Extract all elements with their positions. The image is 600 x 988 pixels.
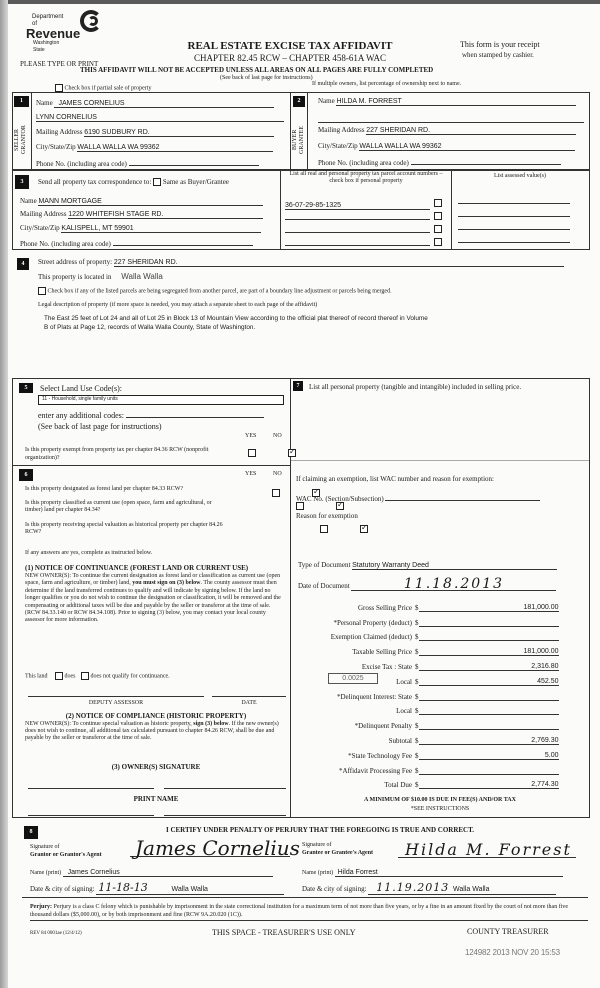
- forest-land-yes-checkbox[interactable]: [272, 489, 280, 497]
- yes-header: YES: [245, 471, 257, 477]
- street-address-row: [38, 258, 590, 267]
- divider: [290, 378, 291, 818]
- no-header: NO: [273, 471, 282, 477]
- divider: [290, 460, 590, 461]
- dollar-sign: $: [415, 736, 419, 745]
- grantee-print-name-row: [302, 869, 563, 877]
- segregated-row: [38, 287, 588, 295]
- assessed-value-field[interactable]: [458, 235, 570, 243]
- assessed-header: List assessed value(s): [494, 173, 546, 179]
- send-correspondence-row: [38, 178, 229, 186]
- divider: [12, 465, 290, 466]
- same-as-buyer-checkbox[interactable]: [153, 178, 161, 186]
- name-label: Name: [318, 97, 335, 105]
- if-yes-instructions: If any answers are yes, complete as instructed below.: [25, 550, 153, 556]
- grantor-date-value: 11-18-13: [98, 881, 148, 894]
- notice-continuance-bold: you must sign on (3) below: [132, 580, 201, 587]
- grantor-signature[interactable]: James Cornelius: [135, 836, 300, 860]
- personal-property-label: List all personal property (tangible and intangible) included in selling price.: [309, 383, 522, 391]
- divider: [280, 170, 281, 250]
- section-7-number: 7: [293, 381, 303, 391]
- correspondence-phone-row: [20, 238, 275, 248]
- form-title: REAL ESTATE EXCISE TAX AFFIDAVIT: [187, 40, 393, 52]
- city-label: City/State/Zip: [20, 224, 60, 232]
- seller-phone-row: [36, 158, 284, 168]
- historical-yes-checkbox[interactable]: [320, 525, 328, 533]
- correspondence-name-field[interactable]: MANN MORTGAGE: [38, 198, 263, 206]
- legal-description-line-1[interactable]: The East 25 feet of Lot 24 and all of Lot 25 in Block 13 of Mountain View according to the official plat thereof of record thereof in Volume: [44, 315, 428, 322]
- notice-continuance-text-a: NEW OWNER(S): To continue the current designation as forest land or classification as current use (open space, farm and agriculture, or timber) land,: [25, 573, 281, 587]
- grantor-city-value: Walla Walla: [171, 886, 208, 893]
- grantor-print-name-row: [30, 869, 273, 877]
- dollar-sign: $: [415, 722, 419, 731]
- logo-revenue: Revenue: [26, 26, 81, 41]
- located-in-label: This property is located in: [38, 273, 112, 281]
- notice-compliance-text-b: . If the new owner(s) does not wish to continue, all additional tax calculated pursuant to chapter 84.26 RCW, shall be due and payable by the seller or transferor at the time of sale.: [25, 721, 279, 742]
- section-2-number: 2: [293, 96, 305, 107]
- calc-value-field[interactable]: 5.00: [419, 752, 559, 760]
- divider: [451, 170, 452, 250]
- section-5-number: 5: [19, 383, 33, 393]
- this-land-label: This land: [25, 673, 48, 680]
- calc-value-field[interactable]: [419, 722, 559, 730]
- land-use-see-back: (See back of last page for instructions): [38, 422, 162, 431]
- additional-codes-row: [38, 410, 264, 420]
- yes-header: YES: [245, 433, 257, 439]
- dollar-sign: $: [415, 751, 419, 760]
- calc-table: [300, 597, 580, 789]
- please-type-label: PLEASE TYPE OR PRINT: [20, 60, 99, 68]
- see-instructions-note: *SEE INSTRUCTIONS: [410, 806, 470, 812]
- completion-warning: THIS AFFIDAVIT WILL NOT BE ACCEPTED UNLESS ALL AREAS ON ALL PAGES ARE FULLY COMPLETED: [80, 66, 434, 74]
- logo-dept: Department of: [32, 14, 64, 27]
- additional-codes-field[interactable]: [126, 410, 264, 418]
- dollar-sign: $: [415, 618, 419, 627]
- calc-value-field[interactable]: [419, 633, 559, 641]
- legal-description-line-2[interactable]: B of Plats at Page 12, records of Walla Walla County, State of Washington.: [44, 324, 256, 331]
- dollar-sign: $: [415, 781, 419, 790]
- wac-row: [296, 493, 540, 503]
- perjury-bold-label: Perjury:: [30, 904, 52, 910]
- doc-type-field[interactable]: Statutory Warranty Deed: [352, 562, 557, 570]
- grantee-print-name-field[interactable]: Hilda Forrest: [335, 869, 563, 877]
- assessed-value-field[interactable]: [458, 222, 570, 230]
- calc-value-field[interactable]: 181,000.00: [419, 604, 559, 612]
- notice-compliance-text: [25, 721, 287, 743]
- calc-row-delinquent-interest-local: [300, 701, 580, 716]
- date-label: DATE: [241, 700, 257, 706]
- treasurer-use-label: THIS SPACE - TREASURER'S USE ONLY: [212, 928, 356, 937]
- form-subtitle: CHAPTER 82.45 RCW – CHAPTER 458-61A WAC: [194, 53, 386, 63]
- correspondence-mailing-field[interactable]: 1220 WHITEFISH STAGE RD.: [68, 211, 263, 219]
- receipt-note-1: This form is your receipt: [460, 40, 540, 49]
- calc-row-subtotal: [300, 730, 580, 745]
- parcel-number-field[interactable]: [285, 238, 430, 246]
- correspondence-city-row: [20, 224, 275, 233]
- divider: [307, 92, 308, 170]
- does-label: does: [64, 673, 76, 680]
- buyer-name-2-field[interactable]: [318, 114, 584, 123]
- dollar-sign: $: [415, 603, 419, 612]
- segregated-checkbox[interactable]: [38, 287, 46, 295]
- wac-label: WAC No. (Section/Subsection): [296, 495, 384, 503]
- section-8-number: 8: [24, 826, 38, 839]
- dollar-sign: $: [415, 677, 419, 686]
- seller-city-row: [36, 143, 284, 152]
- doc-date-label: Date of Document: [298, 582, 350, 590]
- date-city-label: Date & city of signing:: [30, 885, 95, 893]
- divider: [31, 92, 32, 170]
- seller-label: SELLER: [14, 129, 20, 151]
- name-label: Name: [36, 99, 53, 107]
- calc-value-field[interactable]: [419, 767, 559, 775]
- buyer-grantee-label: [292, 115, 307, 165]
- personal-property-checkbox[interactable]: [434, 238, 442, 246]
- partial-sale-checkbox[interactable]: [55, 84, 63, 92]
- does-not-label: does not qualify for continuance.: [90, 673, 170, 680]
- does-qualify-checkbox[interactable]: [55, 672, 63, 680]
- seller-phone-field[interactable]: [129, 158, 259, 166]
- city-label: City/State/Zip: [318, 142, 358, 150]
- land-use-select[interactable]: 11 - Household, single family units: [38, 395, 284, 405]
- perjury-notice: [30, 903, 585, 919]
- divider: [22, 897, 588, 898]
- parcel-header: List all real and personal property tax parcel account numbers – check box if personal property: [289, 171, 443, 184]
- street-address-label: Street address of property:: [38, 258, 113, 266]
- owner-signature-title: (3) OWNER(S) SIGNATURE: [111, 763, 201, 771]
- phone-label: Phone No. (including area code): [20, 240, 111, 248]
- wac-field[interactable]: [385, 493, 540, 501]
- receipt-note-2: when stamped by cashier.: [462, 51, 534, 59]
- current-use-yes-checkbox[interactable]: [296, 502, 304, 510]
- reason-label: Reason for exemption: [296, 512, 358, 520]
- calc-label: *Delinquent Penalty: [354, 722, 412, 731]
- county-treasurer-label: COUNTY TREASURER: [467, 927, 549, 936]
- scan-left-edge: [0, 0, 8, 988]
- partial-sale-checkbox-row[interactable]: [55, 84, 151, 92]
- buyer-name-row: [318, 97, 586, 106]
- grantee-date-row: [302, 881, 556, 895]
- calc-label: Excise Tax : State: [361, 662, 412, 671]
- exempt-yes-checkbox[interactable]: [248, 449, 256, 457]
- calc-label: Taxable Selling Price: [352, 648, 412, 657]
- calc-row-delinquent-interest-state: [300, 686, 580, 701]
- exempt-question: Is this property exempt from property tax per chapter 84.36 RCW (nonprofit organization)?: [25, 447, 209, 461]
- notice-continuance-title: (1) NOTICE OF CONTINUANCE (FOREST LAND OR CURRENT USE): [25, 564, 249, 572]
- calc-label: Subtotal: [388, 736, 412, 745]
- mailing-label: Mailing Address: [36, 128, 83, 136]
- notice-continuance-text: [25, 573, 287, 625]
- grantee-date-city-field[interactable]: [368, 881, 556, 895]
- seller-grantor-label: [14, 115, 30, 165]
- calc-row-taxable-selling-price: [300, 641, 580, 656]
- seller-mailing-row: [36, 128, 284, 137]
- name-print-label: Name (print): [30, 870, 62, 876]
- owner-print-name-line-1[interactable]: [28, 815, 154, 816]
- doc-date-field[interactable]: 11.18.2013: [351, 578, 556, 591]
- print-name-label: PRINT NAME: [133, 795, 179, 803]
- grantee-date-value: 11.19.2013: [376, 881, 450, 894]
- seller-name-1-field[interactable]: JAMES CORNELIUS: [54, 100, 274, 108]
- street-address-field[interactable]: 227 SHERIDAN RD.: [114, 259, 564, 267]
- calc-label: Local: [396, 707, 412, 716]
- calc-value-field[interactable]: 181,000.00: [419, 648, 559, 656]
- no-header: NO: [273, 433, 282, 439]
- dollar-sign: $: [415, 692, 419, 701]
- assessed-value-field[interactable]: [458, 209, 570, 217]
- see-back-note: (See back of last page for instructions): [220, 75, 313, 81]
- grantor-agent-label: Grantor or Grantor's Agent: [30, 852, 102, 858]
- city-label: City/State/Zip: [36, 143, 76, 151]
- continuance-row: [25, 672, 170, 680]
- dollar-sign: $: [415, 648, 419, 657]
- calc-value-field[interactable]: [419, 707, 559, 715]
- local-rate-field[interactable]: 0.0025: [328, 673, 378, 684]
- grantee-agent-label: Grantee or Grantee's Agent: [302, 850, 374, 856]
- grantee-signature-label: [302, 841, 373, 857]
- section-1-number: 1: [14, 96, 29, 107]
- grantee-signature[interactable]: Hilda M. Forrest: [405, 840, 572, 859]
- current-use-no-checkbox[interactable]: [336, 502, 344, 510]
- form-revision: REV 84 0001ae (12/4/12): [30, 931, 82, 936]
- treasurer-stamp: 124982 2013 NOV 20 15:53: [465, 948, 560, 957]
- land-use-label: Select Land Use Code(s):: [40, 384, 122, 393]
- grantor-label: GRANTOR: [21, 125, 27, 155]
- minimum-due-note: A MINIMUM OF $10.00 IS DUE IN FEE(S) AND/OR TAX: [364, 797, 516, 803]
- logo-state: Washington State: [33, 40, 60, 53]
- calc-label: *Affidavit Processing Fee: [339, 766, 412, 775]
- calc-label: Exemption Claimed (deduct): [330, 633, 412, 642]
- buyer-phone-row: [318, 157, 586, 167]
- correspondence-name-row: [20, 197, 275, 206]
- date-city-label: Date & city of signing:: [302, 885, 367, 893]
- calc-row-gross-selling-price: [300, 597, 580, 612]
- section-4-number: 4: [17, 258, 29, 270]
- historical-no-checkbox[interactable]: [360, 525, 368, 533]
- buyer-city-row: [318, 142, 586, 151]
- assessed-value-field[interactable]: [458, 196, 570, 204]
- doc-type-row: [298, 561, 557, 570]
- phone-label: Phone No. (including area code): [36, 160, 127, 168]
- notice-compliance-bold: sign (3) below: [193, 721, 229, 727]
- grantor-date-city-field[interactable]: [96, 881, 284, 895]
- owner-signature-line-2[interactable]: [164, 788, 286, 789]
- section-3-number: 3: [15, 175, 29, 189]
- calc-label: Local: [396, 677, 412, 686]
- does-not-qualify-checkbox[interactable]: [81, 672, 89, 680]
- mailing-label: Mailing Address: [20, 210, 67, 218]
- notice-compliance-text-a: NEW OWNER(S): To continue special valuation as historic property,: [25, 721, 192, 727]
- partial-sale-label: Check box if partial sale of property: [64, 85, 152, 92]
- owner-signature-line-1[interactable]: [28, 788, 154, 789]
- parcel-number-field[interactable]: [285, 212, 430, 220]
- same-as-buyer-label: Same as Buyer/Grantee: [162, 178, 229, 186]
- dor-logo: [26, 14, 81, 54]
- additional-codes-label: enter any additional codes:: [38, 411, 124, 420]
- name-label: Name: [20, 197, 37, 205]
- calc-row-total-due: [300, 775, 580, 790]
- buyer-label: BUYER: [292, 129, 298, 151]
- phone-label: Phone No. (including area code): [318, 159, 409, 167]
- calc-label: Total Due: [384, 781, 412, 790]
- calc-row-excise-tax-local: [300, 671, 580, 686]
- current-use-question: Is this property classified as current use (open space, farm and agricultural, or timber) land per chapter 84.34?: [25, 500, 212, 513]
- grantee-label: GRANTEE: [299, 126, 305, 154]
- dollar-sign: $: [415, 766, 419, 775]
- located-in-row: [38, 272, 163, 281]
- buyer-city-field[interactable]: WALLA WALLA WA 99362: [359, 143, 575, 151]
- doc-type-label: Type of Document: [298, 561, 351, 569]
- signature-of-label: Signature of: [302, 842, 332, 848]
- parcel-row: [285, 233, 450, 251]
- grantee-city-value: Walla Walla: [453, 886, 490, 893]
- located-in-value[interactable]: Walla Walla: [121, 272, 163, 281]
- seller-city-field[interactable]: WALLA WALLA WA 99362: [77, 144, 273, 152]
- exemption-label: If claiming an exemption, list WAC number and reason for exemption:: [296, 475, 494, 483]
- correspondence-city-field[interactable]: KALISPELL, MT 59901: [61, 225, 261, 233]
- calc-value-field[interactable]: [419, 693, 559, 701]
- deputy-assessor-label: DEPUTY ASSESSOR: [88, 700, 144, 706]
- signature-of-label: Signature of: [30, 844, 60, 850]
- historical-question: Is this property receiving special valuation as historical property per chapter 84.26 RCW?: [25, 522, 223, 535]
- calc-row-exemption-claimed: [300, 627, 580, 642]
- buyer-name-1-field[interactable]: HILDA M. FORREST: [336, 98, 576, 106]
- calc-label: *Delinquent Interest: State: [336, 692, 412, 701]
- mailing-label: Mailing Address: [318, 126, 365, 134]
- calc-row-affidavit-processing-fee: [300, 760, 580, 775]
- calc-value-field[interactable]: 452.50: [419, 678, 559, 686]
- notice-continuance-text-b: . The county assessor must then determine if the land transferred continues to qualify and will indicate by signing below. If the land no longer qualifies or you do not wish to continue the designation or classification, it will be removed and the compensating or additional taxes will be due and payable by the seller or transferor at the time of sale. (RCW 84.33.140 or RCW 84.34.108). Prior to signing (3) below, you may contact your local county assessor for more information.: [25, 580, 281, 624]
- notice-compliance-title: (2) NOTICE OF COMPLIANCE (HISTORIC PROPERTY): [65, 712, 247, 720]
- exempt-no-checkbox[interactable]: [288, 449, 296, 457]
- segregated-label: Check box if any of the listed parcels are being segregated from another parcel, are part of a boundary line adjustment or parcels being merged.: [47, 288, 392, 295]
- calc-label: *Personal Property (deduct): [333, 618, 412, 627]
- send-correspondence-label: Send all property tax correspondence to:: [38, 178, 152, 186]
- buyer-phone-field[interactable]: [411, 157, 561, 165]
- doc-date-row: [298, 578, 556, 591]
- seller-name-row: [36, 99, 284, 108]
- forest-land-question: Is this property designated as forest land per chapter 84.33 RCW?: [25, 486, 184, 492]
- calc-row-delinquent-penalty: [300, 715, 580, 730]
- perjury-text: Perjury is a class C felony which is punishable by imprisonment in the state correctional institution for a maximum term of not more than five years, or by a fine in an amount fixed by the court of not more than five thousand dollars ($5,000.00), or by both imprisonment and fine (RCW 9A.20.020 (1C)).: [30, 904, 569, 918]
- correspondence-mailing-row: [20, 210, 275, 219]
- section-6-number: 6: [19, 469, 33, 481]
- dor-logo-swirl-inner-icon: [88, 16, 98, 26]
- calc-label: Gross Selling Price: [357, 603, 412, 612]
- dollar-sign: $: [415, 633, 419, 642]
- assessor-date-line[interactable]: [212, 696, 286, 697]
- divider: [290, 92, 291, 170]
- grantor-print-name-field[interactable]: James Cornelius: [63, 869, 273, 877]
- seller-mailing-field[interactable]: 6190 SUDBURY RD.: [84, 129, 274, 137]
- parcel-number-field[interactable]: 36-07-29-85-1325: [285, 202, 430, 210]
- dollar-sign: $: [415, 707, 419, 716]
- parcel-number-field[interactable]: [285, 225, 430, 233]
- legal-description-label: Legal description of property (if more space is needed, you may attach a separate sheet to each page of the affidavit): [38, 302, 318, 308]
- calc-value-field[interactable]: 2,316.80: [419, 663, 559, 671]
- name-print-label: Name (print): [302, 870, 334, 876]
- calc-value-field[interactable]: 2,774.30: [419, 781, 559, 789]
- grantor-date-row: [30, 881, 284, 895]
- buyer-mailing-field[interactable]: 227 SHERIDAN RD.: [366, 127, 576, 135]
- seller-name-2-field[interactable]: LYNN CORNELIUS: [36, 114, 284, 122]
- correspondence-phone-field[interactable]: [113, 238, 253, 246]
- divider: [30, 920, 588, 921]
- grantor-signature-label: [30, 843, 102, 859]
- calc-row-personal-property: [300, 612, 580, 627]
- calc-row-state-technology-fee: [300, 745, 580, 760]
- dollar-sign: $: [415, 662, 419, 671]
- deputy-assessor-signature-line[interactable]: [28, 696, 204, 697]
- calc-value-field[interactable]: [419, 619, 559, 627]
- buyer-mailing-row: [318, 126, 586, 135]
- calc-value-field[interactable]: 2,769.30: [419, 737, 559, 745]
- owner-print-name-line-2[interactable]: [164, 815, 286, 816]
- calc-label: *State Technology Fee: [348, 751, 412, 760]
- calc-row-excise-tax-state: [300, 656, 580, 671]
- perjury-certification: I CERTIFY UNDER PENALTY OF PERJURY THAT THE FOREGOING IS TRUE AND CORRECT.: [165, 826, 474, 834]
- multiple-owners-note: If multiple owners, list percentage of ownership next to name.: [312, 81, 462, 87]
